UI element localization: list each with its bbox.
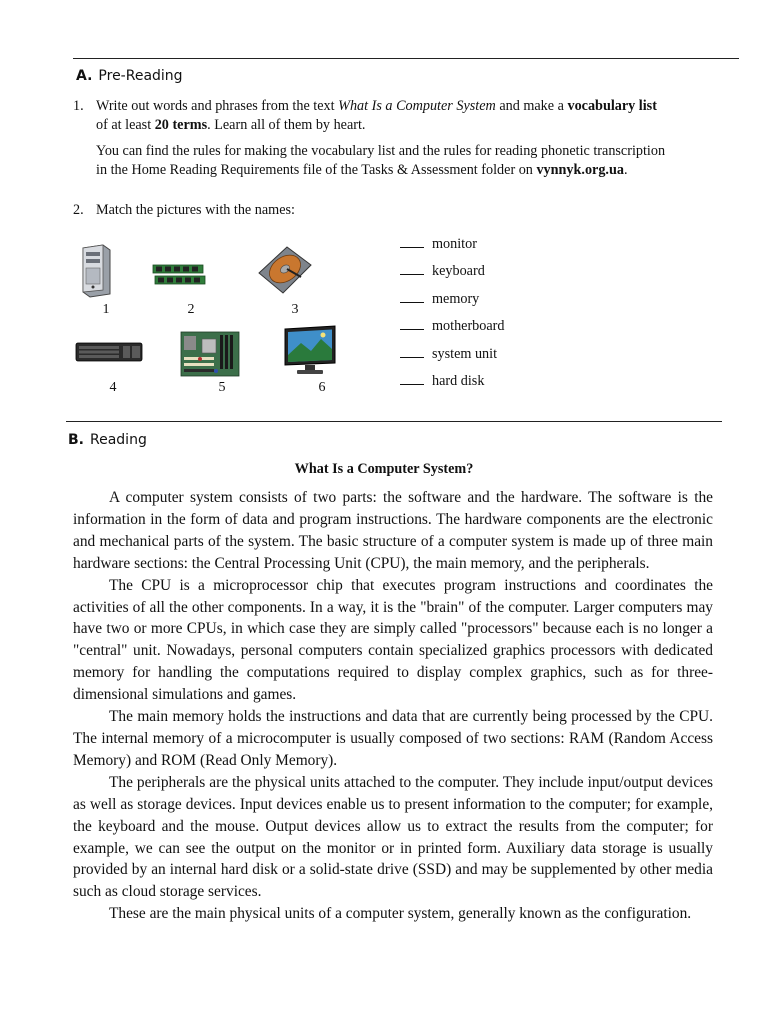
option-label: motherboard bbox=[432, 318, 505, 334]
website-link: vynnyk.org.ua bbox=[536, 162, 624, 178]
answer-blank[interactable] bbox=[400, 291, 424, 303]
option-keyboard bbox=[400, 263, 485, 280]
option-label: monitor bbox=[432, 236, 477, 252]
picture-number-2: 2 bbox=[187, 302, 195, 317]
option-label: keyboard bbox=[432, 263, 485, 279]
picture-number-5: 5 bbox=[218, 380, 226, 395]
monitor-image bbox=[283, 325, 337, 377]
item-1-note-line-2 bbox=[96, 161, 756, 180]
vocabulary-list-term: vocabulary list bbox=[567, 98, 657, 114]
item-1-note-line-1: You can find the rules for making the vocabulary list and the rules for reading phonetic transcription bbox=[96, 143, 666, 159]
paragraph: These are the main physical units of a computer system, generally known as the configuration. bbox=[109, 905, 692, 923]
system-unit-image bbox=[79, 244, 113, 298]
option-monitor bbox=[400, 236, 477, 253]
option-memory bbox=[400, 291, 479, 308]
item-2-text: Match the pictures with the names: bbox=[96, 202, 295, 218]
top-divider bbox=[73, 58, 739, 59]
section-b-heading bbox=[68, 432, 147, 448]
term-count: 20 terms bbox=[154, 117, 208, 133]
keyboard-image bbox=[75, 341, 143, 363]
item-1-number: 1. bbox=[73, 98, 84, 114]
motherboard-image bbox=[180, 331, 240, 377]
reading-text-body bbox=[73, 487, 713, 925]
item-1-line-1 bbox=[96, 97, 756, 116]
option-hard-disk bbox=[400, 373, 484, 390]
paragraph: The CPU is a microprocessor chip that executes program instructions and coordinates the activities of all the other components. In a way, it is the "brain" of the computer. Larger computers may have two or more CPUs, in which case they are simply called "processors" because each is no longer a "central" unit. Nowadays, personal computers contain specialized graphics processors with dedicated memory for handling the computations required to display complex graphics, such as for three-dimensional simulations and games. bbox=[73, 576, 713, 704]
answer-blank[interactable] bbox=[400, 346, 424, 358]
paragraph: A computer system consists of two parts: the software and the hardware. The software is the information in the form of data and program instructions. The hardware components are the electronic and mechanical parts of the system. The basic structure of a computer system is made up of three main hardware sections: the Central Processing Unit (CPU), the main memory, and the peripherals. bbox=[73, 489, 713, 572]
option-label: system unit bbox=[432, 346, 498, 362]
paragraph: The peripherals are the physical units attached to the computer. They include input/output devices as well as storage devices. Input devices enable us to present information to the computer; for example, the keyboard and the mouse. Output devices allow us to extract the results from the computer; for example, we can see the output on the monitor or in printed form. Auxiliary data storage is usually provided by an internal hard disk or a solid-state drive (SSD) and may be supplemented by other media such as cloud storage services. bbox=[73, 773, 713, 901]
item-1-text-b: and make a bbox=[495, 98, 568, 114]
answer-blank[interactable] bbox=[400, 236, 424, 248]
memory-modules-image bbox=[152, 263, 206, 287]
option-label: memory bbox=[432, 291, 480, 307]
answer-blank[interactable] bbox=[400, 373, 424, 385]
text-title-reference: What Is a Computer System bbox=[338, 98, 496, 114]
answer-blank[interactable] bbox=[400, 318, 424, 330]
picture-number-6: 6 bbox=[318, 380, 326, 395]
section-b-title: Reading bbox=[90, 432, 147, 448]
option-motherboard bbox=[400, 318, 505, 335]
item-1-text-a: Write out words and phrases from the text bbox=[96, 98, 339, 114]
reading-text-title: What Is a Computer System? bbox=[294, 461, 474, 477]
paragraph: The main memory holds the instructions and data that are currently being processed by the CPU. The internal memory of a microcomputer is usually composed of two sections: RAM (Random Access Memory) and ROM (Read Only Memory). bbox=[73, 708, 713, 769]
item-2-number: 2. bbox=[73, 202, 84, 218]
picture-number-4: 4 bbox=[109, 380, 117, 395]
item-1-text-d: . Learn all of them by heart. bbox=[207, 117, 366, 133]
option-label: hard disk bbox=[432, 373, 485, 389]
item-1-note-text: in the Home Reading Requirements file of the Tasks & Assessment folder on bbox=[96, 162, 537, 178]
picture-number-3: 3 bbox=[291, 302, 299, 317]
section-a-letter: A. bbox=[76, 68, 93, 84]
section-b-letter: B. bbox=[68, 432, 84, 448]
item-1-text-c: of at least bbox=[96, 117, 155, 133]
hard-disk-image bbox=[257, 245, 313, 295]
answer-blank[interactable] bbox=[400, 263, 424, 275]
item-1-line-2 bbox=[96, 116, 756, 135]
section-a-title: Pre-Reading bbox=[98, 68, 183, 84]
section-divider bbox=[66, 421, 722, 422]
item-1-note-period: . bbox=[623, 162, 628, 178]
option-system-unit bbox=[400, 346, 497, 363]
picture-number-1: 1 bbox=[102, 302, 110, 317]
section-a-heading bbox=[76, 68, 183, 84]
